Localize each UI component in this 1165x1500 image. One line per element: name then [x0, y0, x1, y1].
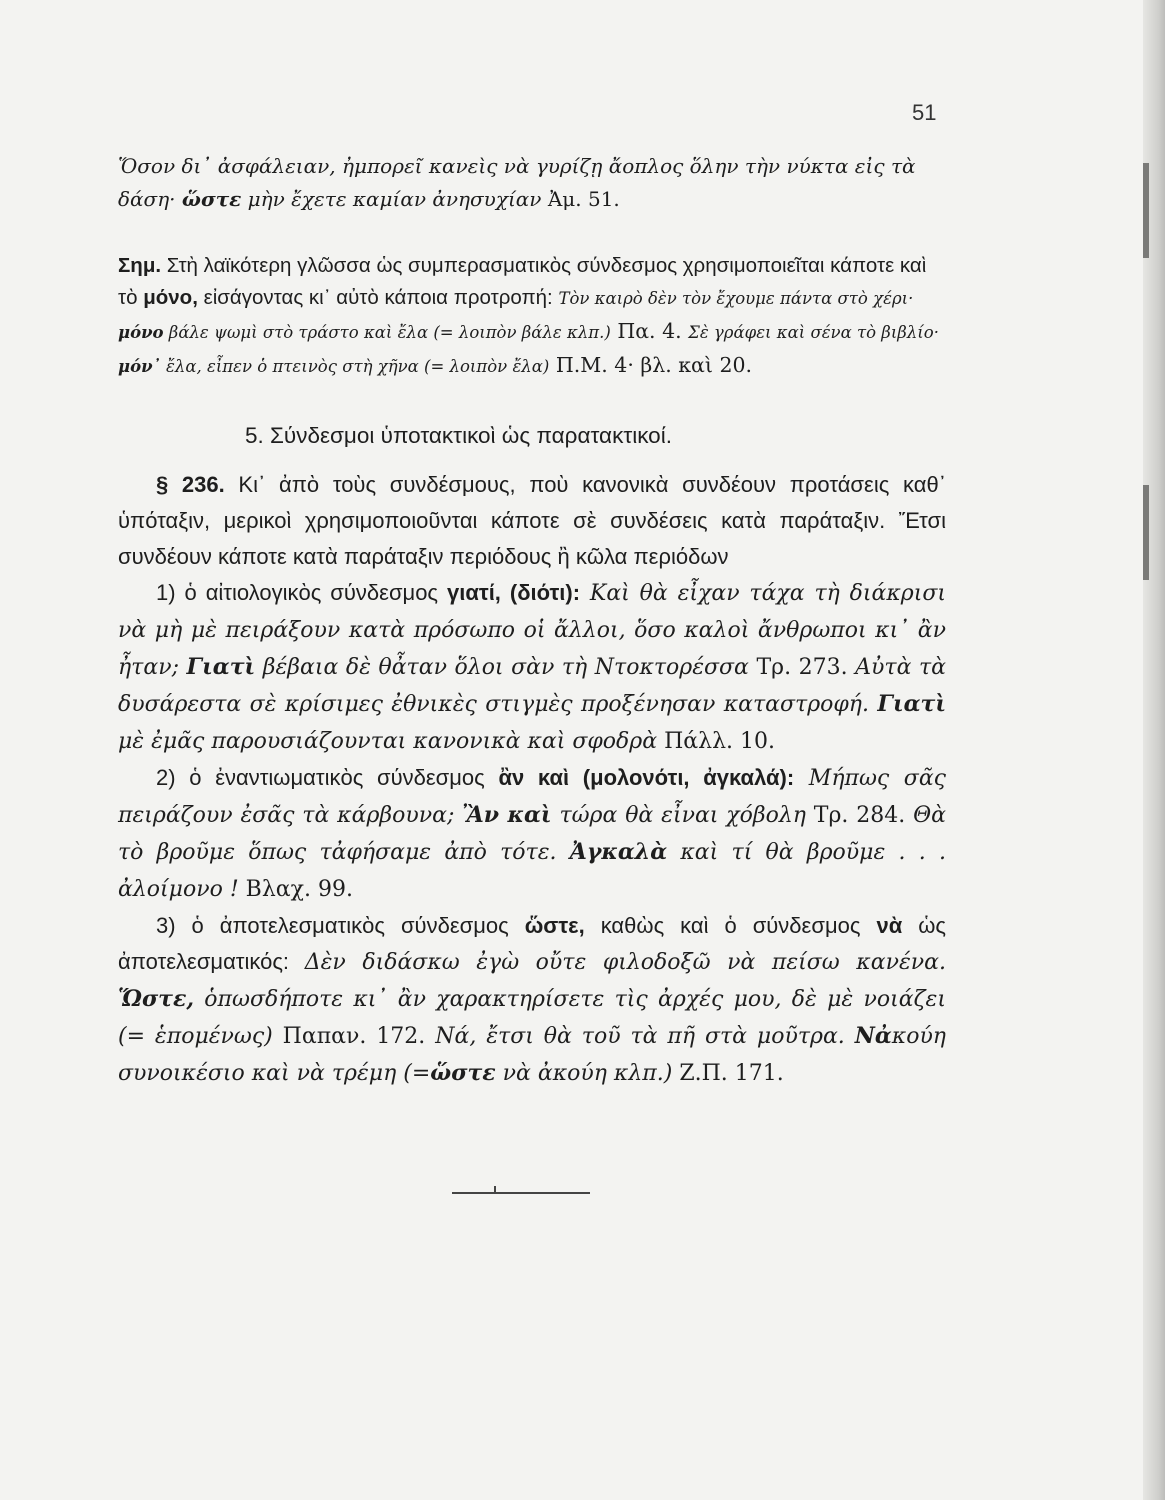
page-edge: [1143, 0, 1165, 1500]
item-example: Θὰ τὸ βροῦμε ὅπως τἀφήσαμε ἀπὸ τότε.: [118, 803, 946, 865]
item-example-bold: Γιατὶ: [877, 691, 946, 717]
note-example: Τὸν καιρὸ δὲν τὸν ἔχουμε πάντα στὸ χέρι·: [558, 289, 914, 308]
section-divider: [452, 1192, 590, 1194]
note-label: Σημ.: [118, 254, 162, 277]
paragraph-mark: § 236.: [156, 472, 225, 497]
quote-reference: Ἀμ. 51.: [541, 187, 620, 211]
paragraph-text: Κι᾽ ἀπὸ τοὺς συνδέσμους, ποὺ κανονικὰ συνδέουν προτάσεις καθ᾽ ὑπόταξιν, μερικοὶ χρησιμοποιοῦνται κάποτε σὲ συνδέσεις κατὰ παράταξιν. Ἔτσι συνδέουν κάποτε κατὰ παράταξιν περιόδους ἢ κῶλα περιόδων: [118, 472, 947, 569]
note-intro-tail: εἰσάγοντας κι᾽ αὐτὸ κάποια προτροπή:: [197, 286, 559, 309]
item-intro-mid: καθὼς καὶ ὁ σύνδεσμος: [584, 913, 877, 938]
item-reference: Παπαν. 172.: [272, 1024, 436, 1049]
note-paragraph: [118, 250, 946, 383]
item-example-bold: Γιατὶ: [186, 654, 256, 680]
item-example: ὁπωσδήποτε κι᾽ ἂν χαρακτηρίσετε τὶς ἀρχές μου, δὲ μὲ νοιάζει (= ἑπομένως): [118, 987, 946, 1049]
item-intro: 2) ὁ ἐναντιωματικὸς σύνδεσμος: [156, 765, 499, 790]
item-example: μὲ ἐμᾶς παρουσιάζουνται κανονικὰ καὶ σφοδρὰ: [118, 729, 658, 754]
item-1: [118, 575, 946, 760]
item-reference: Τρ. 273.: [748, 655, 856, 680]
item-example: καὶ τί θὰ βροῦμε . . . ἀλοίμονο !: [118, 840, 946, 902]
edge-mark: [1143, 163, 1149, 258]
item-example: κούη συνοικέσιο καὶ νὰ τρέμη (=: [118, 1024, 946, 1086]
page-number: 51: [912, 100, 937, 125]
item-reference: Τρ. 284.: [805, 803, 914, 828]
note-keyword: μόνο,: [143, 286, 198, 309]
item-reference: Ζ.Π. 171.: [672, 1061, 784, 1086]
section-heading: 5. Σύνδεσμοι ὑποτακτικοὶ ὡς παρατακτικοί.: [245, 423, 672, 448]
note-example: Σὲ γράφει καὶ σένα τὸ βιβλίο·: [688, 323, 939, 342]
quote-text: Ὅσον δι᾽ ἀσφάλειαν, ἠμπορεῖ κανεὶς νὰ γυρίζῃ ἄοπλος ὅλην τὴν νύκτα εἰς τὰ δάση·: [118, 154, 916, 211]
item-intro: 3) ὁ ἀποτελεσματικὸς σύνδεσμος: [156, 913, 525, 938]
item-example: νὰ ἀκούη κλπ.): [495, 1061, 673, 1086]
note-reference: Πα. 4.: [610, 319, 689, 343]
item-example: Νά, ἔτσι θὰ τοῦ τὰ πῆ στὰ μοῦτρα.: [435, 1024, 855, 1049]
main-body: [118, 467, 946, 1092]
item-example-bold: Ὥστε,: [118, 986, 195, 1012]
item-reference: Πάλλ. 10.: [657, 729, 775, 754]
paragraph-236: [118, 467, 946, 575]
divider-tick: [494, 1186, 496, 1192]
item-reference: Βλαχ. 99.: [238, 877, 353, 902]
note-example-bold: μόν᾽: [118, 357, 161, 376]
note-reference: Π.Μ. 4· βλ. καὶ 20.: [549, 353, 753, 377]
note-example: βάλε ψωμὶ στὸ τράστο καὶ ἔλα (= λοιπὸν βάλε κλπ.): [163, 323, 611, 342]
quote-text-tail: μὴν ἔχετε καμίαν ἀνησυχίαν: [241, 187, 542, 211]
item-example: Καὶ θὰ εἶχαν τάχα τὴ διάκρισι νὰ μὴ μὲ πειράξουν κατὰ πρόσωπο οἱ ἄλλοι, ὅσο καλοὶ ἄνθρωποι κι᾽ ἂν ἦταν;: [118, 581, 946, 680]
item-intro-mid: ὡς ἀποτελεσματικός:: [118, 913, 946, 974]
item-example-bold: Ἀγκαλὰ: [569, 839, 668, 865]
quote-paragraph: [118, 150, 946, 216]
item-keyword: ὥστε,: [524, 913, 585, 938]
item-keyword: γιατί, (διότι):: [447, 580, 581, 605]
item-example: Αὐτὰ τὰ δυσάρεστα σὲ κρίσιμες ἐθνικὲς στιγμὲς προξένησαν καταστροφή.: [118, 655, 946, 717]
item-example-bold: Νἀ: [854, 1023, 892, 1049]
item-intro: 1) ὁ αἰτιολογικὸς σύνδεσμος: [156, 580, 447, 605]
note-intro: Στὴ λαϊκότερη γλῶσσα ὡς συμπερασματικὸς σύνδεσμος χρησιμοποιεῖται κάποτε καὶ τὸ: [118, 254, 927, 309]
item-example-bold: Ἂν καὶ: [462, 802, 552, 828]
note-example-bold: μόνο: [118, 323, 164, 342]
quote-bold-word: ὥστε: [181, 187, 242, 211]
item-3: [118, 908, 946, 1092]
item-keyword: ἂν καὶ (μολονότι, ἀγκαλά):: [498, 765, 795, 790]
item-example: τώρα θὰ εἶναι χόβολη: [551, 803, 806, 828]
item-2: [118, 760, 946, 908]
edge-mark: [1143, 485, 1149, 580]
item-example: βέβαια δὲ θἆταν ὅλοι σὰν τὴ Ντοκτορέσσα: [255, 655, 749, 680]
note-example: ἔλα, εἶπεν ὁ πτεινὸς στὴ χῆνα (= λοιπὸν ἔλα): [160, 357, 550, 376]
item-keyword: νὰ: [876, 913, 903, 938]
item-example-bold: ὥστε: [430, 1060, 496, 1086]
item-example: Δὲν διδάσκω ἐγὼ οὔτε φιλοδοξῶ νὰ πείσω κανένα.: [304, 950, 946, 975]
item-example: Μήπως σᾶς πειράζουν ἐσᾶς τὰ κάρβουνα;: [118, 766, 947, 828]
